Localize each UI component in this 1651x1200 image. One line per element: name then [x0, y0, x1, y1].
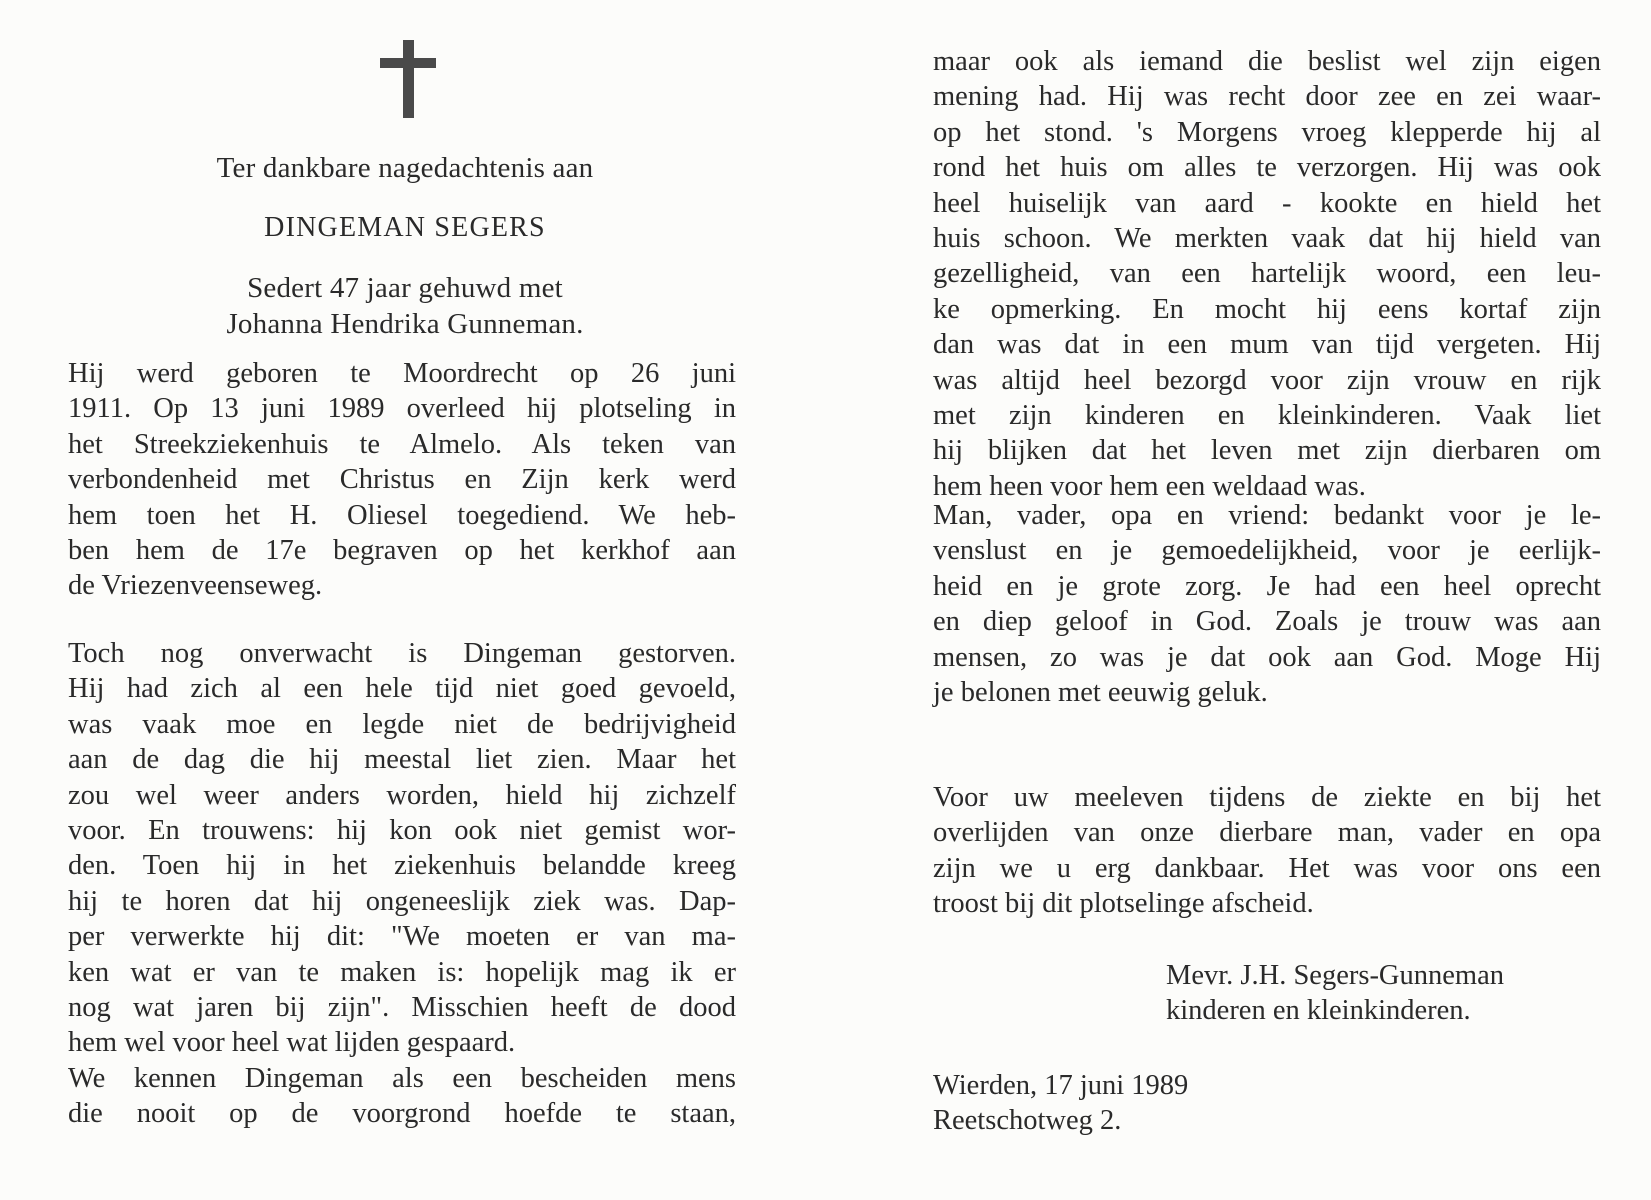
dedication-line: Ter dankbare nagedachtenis aan [216, 152, 594, 184]
text-line: heel huiselijk van aard - kookte en hield het [933, 187, 1601, 219]
text-line: je belonen met eeuwig geluk. [933, 676, 1268, 708]
text-line: die nooit op de voorgrond hoefde te staan, [68, 1098, 736, 1130]
paragraph-birth-death [68, 356, 736, 604]
latin-cross-icon [380, 40, 436, 118]
text-line: Voor uw meeleven tijdens de ziekte en bij het [933, 782, 1601, 813]
text-line: gezelligheid, van een hartelijk woord, een leu- [933, 258, 1601, 290]
text-line: was altijd heel bezorgd voor zijn vrouw en rijk [933, 364, 1601, 396]
text-line: nog wat jaren bij zijn". Misschien heeft de dood [68, 991, 736, 1023]
text-line: mening had. Hij was recht door zee en zei waar- [933, 81, 1601, 113]
signature-line-2: kinderen en kleinkinderen. [1166, 995, 1471, 1027]
text-line: zou wel weer anders worden, hield hij zichzelf [68, 779, 736, 811]
place-date-block [933, 1068, 1188, 1139]
text-line: op het stond. 's Morgens vroeg klepperde hij al [933, 116, 1601, 148]
text-line: aan de dag die hij meestal liet zien. Maar het [68, 744, 736, 776]
paragraph-thanks [933, 780, 1601, 922]
text-line: het Streekziekenhuis te Almelo. Als teken van [68, 428, 736, 460]
text-line: ken wat er van te maken is: hopelijk mag ik er [68, 956, 736, 988]
text-line: voor. En trouwens: hij kon ook niet gemist wor- [68, 814, 736, 846]
text-line: ben hem de 17e begraven op het kerkhof aan [68, 534, 736, 566]
text-line: hij blijken dat het leven met zijn dierbaren om [933, 435, 1601, 467]
text-line: venslust en je gemoedelijkheid, voor je eerlijk- [933, 535, 1601, 567]
text-line: Man, vader, opa en vriend: bedankt voor je le- [933, 500, 1601, 531]
deceased-name: DINGEMAN SEGERS [264, 212, 546, 243]
text-line: overlijden van onze dierbare man, vader en opa [933, 817, 1601, 849]
text-line: hem heen voor hem een weldaad was. [933, 470, 1366, 502]
text-line: mensen, zo was je dat ook aan God. Moge Hij [933, 641, 1601, 673]
text-line: 1911. Op 13 juni 1989 overleed hij plotseling in [68, 393, 736, 425]
text-line: Hij had zich al een hele tijd niet goed gevoeld, [68, 673, 736, 705]
signature-line-1: Mevr. J.H. Segers-Gunneman [1166, 960, 1504, 991]
married-line-1: Sedert 47 jaar gehuwd met [247, 272, 563, 304]
place-date-line-2: Reetschotweg 2. [933, 1105, 1122, 1137]
text-line: maar ook als iemand die beslist wel zijn eigen [933, 46, 1601, 77]
text-line: den. Toen hij in het ziekenhuis belandde kreeg [68, 850, 736, 882]
text-line: en diep geloof in God. Zoals je trouw was aan [933, 606, 1601, 638]
paragraph-character [933, 44, 1601, 504]
text-line: dan was dat in een mum van tijd vergeten. Hij [933, 329, 1601, 361]
text-line: was vaak moe en legde niet de bedrijvigheid [68, 708, 736, 740]
text-line: met zijn kinderen en kleinkinderen. Vaak liet [933, 399, 1601, 431]
text-line: hem wel voor heel wat lijden gespaard. [68, 1027, 516, 1059]
text-line: troost bij dit plotselinge afscheid. [933, 888, 1314, 920]
text-line: hij te horen dat hij ongeneeslijk ziek was. Dap- [68, 885, 736, 917]
signature-block [1166, 958, 1504, 1029]
text-line: rond het huis om alles te verzorgen. Hij was ook [933, 152, 1601, 184]
place-date-line-1: Wierden, 17 juni 1989 [933, 1070, 1189, 1101]
married-line-2: Johanna Hendrika Gunneman. [226, 308, 584, 340]
text-line: ke opmerking. En mocht hij eens kortaf zijn [933, 293, 1601, 325]
text-line: de Vriezenveenseweg. [68, 570, 323, 602]
paragraph-farewell [933, 498, 1601, 710]
text-line: per verwerkte hij dit: "We moeten er van ma- [68, 921, 736, 953]
text-line: Toch nog onverwacht is Dingeman gestorven. [68, 638, 736, 669]
text-line: verbondenheid met Christus en Zijn kerk werd [68, 464, 736, 496]
text-line: We kennen Dingeman als een bescheiden mens [68, 1062, 736, 1094]
text-line: Hij werd geboren te Moordrecht op 26 juni [68, 358, 736, 389]
text-line: heid en je grote zorg. Je had een heel oprecht [933, 570, 1601, 602]
text-line: hem toen het H. Oliesel toegediend. We heb- [68, 499, 736, 531]
text-line: huis schoon. We merkten vaak dat hij hield van [933, 222, 1601, 254]
text-line: zijn we u erg dankbaar. Het was voor ons een [933, 852, 1601, 884]
paragraph-illness [68, 636, 736, 1131]
